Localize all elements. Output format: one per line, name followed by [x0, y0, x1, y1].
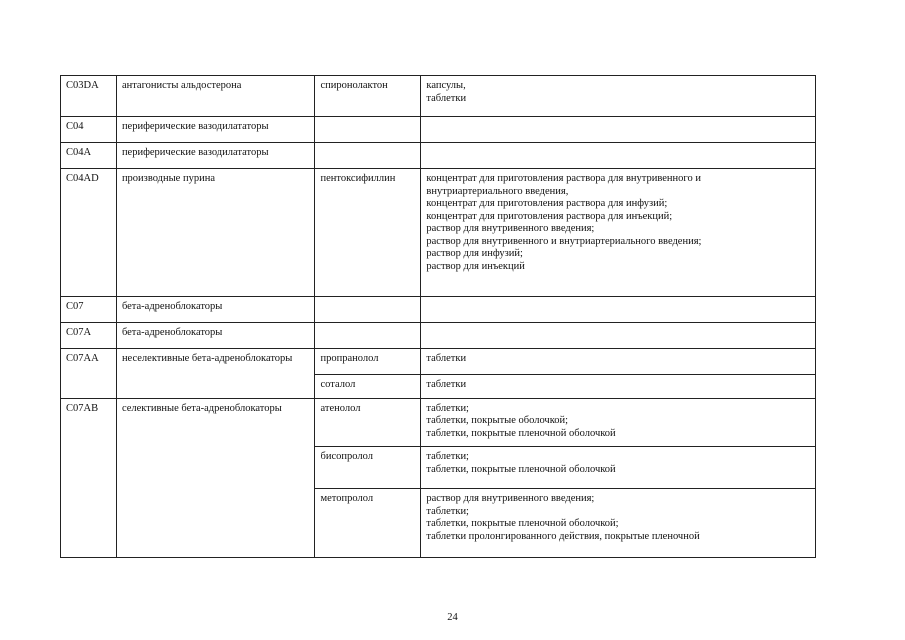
substance-cell	[315, 117, 421, 143]
dosage-form-line: концентрат для приготовления раствора для инфузий;	[426, 198, 668, 209]
atc-group-cell: неселективные бета-адреноблокаторы	[116, 349, 315, 399]
dosage-forms-cell	[421, 447, 816, 489]
atc-code-cell: C03DA	[61, 76, 117, 117]
dosage-form-line: концентрат для приготовления раствора для внутривенного и	[426, 173, 701, 184]
dosage-forms-cell	[421, 398, 816, 447]
dosage-forms-cell	[421, 323, 816, 349]
atc-code-cell: C04AD	[61, 169, 117, 297]
dosage-form-line: раствор для внутривенного и внутриартериального введения;	[426, 235, 702, 247]
atc-group-cell: селективные бета-адреноблокаторы	[116, 398, 315, 558]
dosage-form-line: таблетки;	[426, 402, 469, 414]
substance-cell: спиронолактон	[315, 76, 421, 117]
atc-code-cell: C04A	[61, 143, 117, 169]
substance-cell: пропранолол	[315, 349, 421, 375]
dosage-forms-cell	[421, 349, 816, 375]
atc-group-cell: бета-адреноблокаторы	[116, 323, 315, 349]
substance-cell: метопролол	[315, 489, 421, 558]
substance-cell	[315, 297, 421, 323]
dosage-forms-cell	[421, 375, 816, 399]
atc-code-cell: C04	[61, 117, 117, 143]
table-row	[61, 143, 816, 169]
atc-group-cell: периферические вазодилататоры	[116, 117, 315, 143]
dosage-forms-cell	[421, 117, 816, 143]
dosage-form-line: таблетки	[426, 379, 467, 390]
atc-group-cell: бета-адреноблокаторы	[116, 297, 315, 323]
dosage-form-line: внутриартериального введения,	[426, 185, 569, 197]
dosage-form-line: таблетки	[426, 353, 467, 364]
atc-group-cell: периферические вазодилататоры	[116, 143, 315, 169]
table-row	[61, 398, 816, 447]
dosage-forms-cell	[421, 76, 816, 117]
dosage-form-line: концентрат для приготовления раствора для инъекций;	[426, 210, 673, 222]
substance-cell: пентоксифиллин	[315, 169, 421, 297]
dosage-form-line: таблетки, покрытые пленочной оболочкой;	[426, 518, 619, 529]
dosage-form-line: раствор для внутривенного введения;	[426, 493, 595, 504]
dosage-forms-cell	[421, 143, 816, 169]
atc-code-cell: C07A	[61, 323, 117, 349]
dosage-forms-cell	[421, 489, 816, 558]
table-row	[61, 169, 816, 297]
dosage-form-line: раствор для инфузий;	[426, 248, 523, 259]
dosage-form-line: таблетки;	[426, 451, 469, 462]
table-row	[61, 297, 816, 323]
dosage-form-line: таблетки, покрытые пленочной оболочкой	[426, 427, 616, 439]
substance-cell: бисопролол	[315, 447, 421, 489]
dosage-form-line: таблетки;	[426, 505, 469, 517]
dosage-form-line: таблетки пролонгированного действия, покрытые пленочной	[426, 530, 700, 542]
dosage-forms-cell	[421, 297, 816, 323]
substance-cell	[315, 323, 421, 349]
atc-group-cell: производные пурина	[116, 169, 315, 297]
table-row	[61, 349, 816, 375]
substance-cell: атенолол	[315, 398, 421, 447]
dosage-form-line: таблетки, покрытые оболочкой;	[426, 415, 569, 426]
table-row	[61, 323, 816, 349]
dosage-form-line: таблетки	[426, 92, 467, 104]
substance-cell	[315, 143, 421, 169]
dosage-forms-cell	[421, 169, 816, 297]
drug-table-body	[61, 76, 816, 558]
table-row	[61, 117, 816, 143]
substance-cell: соталол	[315, 375, 421, 399]
page-number: 24	[447, 612, 458, 623]
drug-table	[60, 75, 816, 558]
atc-code-cell: C07	[61, 297, 117, 323]
atc-code-cell: C07AB	[61, 398, 117, 558]
dosage-form-line: таблетки, покрытые пленочной оболочкой	[426, 463, 616, 475]
atc-group-cell: антагонисты альдостерона	[116, 76, 315, 117]
atc-code-cell: C07AA	[61, 349, 117, 399]
table-row	[61, 76, 816, 117]
dosage-form-line: раствор для внутривенного введения;	[426, 223, 595, 234]
dosage-form-line: раствор для инъекций	[426, 260, 525, 272]
dosage-form-line: капсулы,	[426, 80, 466, 91]
